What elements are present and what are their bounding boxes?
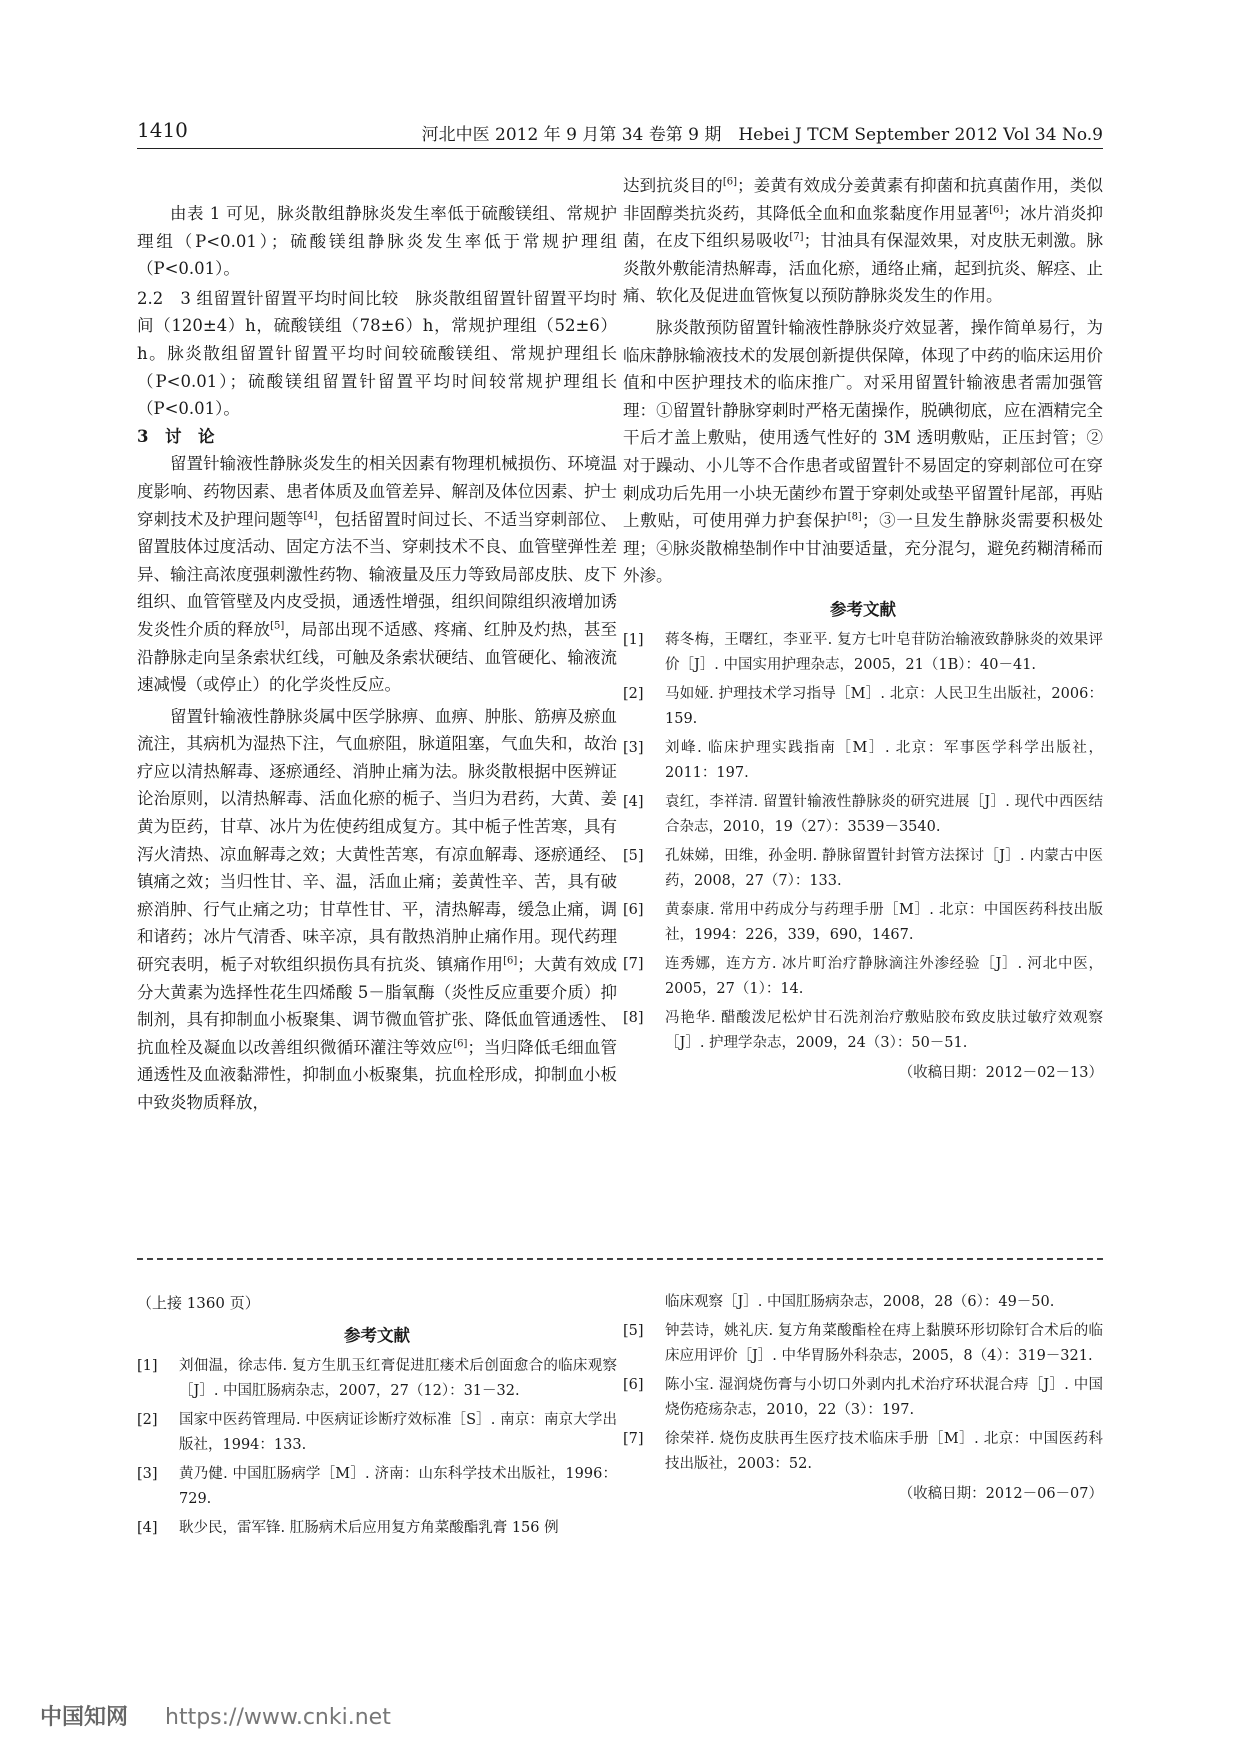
reference-text: 刘佃温，徐志伟. 复方生肌玉红膏促进肛瘘术后创面愈合的临床观察［J］. 中国肛肠病杂志，2007，27（12）：31－32.: [179, 1357, 617, 1399]
reference-item: [623, 736, 1103, 786]
bottom-left-column: [137, 1290, 617, 1545]
reference-text: 马如娅. 护理技术学习指导［M］. 北京：人民卫生出版社，2006：159.: [665, 685, 1103, 727]
reference-number: [6]: [623, 1377, 644, 1393]
reference-item: [623, 682, 1103, 732]
bottom-references-title: 参考文献: [344, 1326, 410, 1345]
left-column: [137, 200, 617, 1117]
section-heading-discussion: 3 讨 论: [137, 426, 215, 446]
reference-text: 黄泰康. 常用中药成分与药理手册［M］. 北京：中国医药科技出版社，1994：226，339，690，1467.: [665, 901, 1103, 943]
citation: [8]: [847, 511, 862, 523]
running-title: 河北中医 2012 年 9 月第 34 卷第 9 期 Hebei J TCM September 2012 Vol 34 No.9: [421, 125, 1103, 145]
reference-number: [4]: [137, 1519, 158, 1536]
bottom-reference-list-left: [137, 1354, 617, 1541]
citation: [6]: [453, 1038, 468, 1050]
reference-text: 冯艳华. 醋酸泼尼松炉甘石洗剂治疗敷贴胶布致皮肤过敏疗效观察［J］. 护理学杂志，2009，24（3）：50－51.: [665, 1009, 1103, 1051]
reference-text: 袁红，李祥清. 留置针输液性静脉炎的研究进展［J］. 现代中西医结合杂志，2010，19（27）：3539－3540.: [665, 793, 1103, 835]
article-divider: [137, 1258, 1103, 1260]
reference-item: [623, 1427, 1103, 1477]
cnki-footer: [40, 1700, 391, 1731]
reference-item: [623, 1006, 1103, 1056]
reference-text: 陈小宝. 湿润烧伤膏与小切口外剥内扎术治疗环状混合痔［J］. 中国烧伤疮疡杂志，2010，22（3）：197.: [665, 1377, 1103, 1418]
reference-number: [7]: [623, 955, 644, 972]
right-column: [623, 172, 1103, 1086]
reference-text: 蒋冬梅，王曙红，李亚平. 复方七叶皂苷防治输液致静脉炎的效果评价［J］. 中国实用护理杂志，2005，21（1B）：40－41.: [665, 631, 1103, 673]
results-paragraph-2: 2.2 3 组留置针留置平均时间比较 脉炎散组留置针留置平均时间（120±4）h，硫酸镁组（78±6）h，常规护理组（52±6）h。脉炎散组留置针留置平均时间较硫酸镁组、常规护理组长（P<0.01）；硫酸镁组留置针留置平均时间较常规护理组长（P<0.01）。: [137, 288, 617, 419]
references-title: 参考文献: [830, 599, 896, 619]
reference-text: 国家中医药管理局. 中医病证诊断疗效标准［S］. 南京：南京大学出版社，1994：133.: [179, 1411, 617, 1453]
citation: [7]: [789, 231, 804, 243]
reference-text: 徐荣祥. 烧伤皮肤再生医疗技术临床手册［M］. 北京：中国医药科技出版社，2003：52.: [665, 1431, 1103, 1472]
discussion-paragraph-1: 留置针输液性静脉炎发生的相关因素有物理机械损伤、环境温度影响、药物因素、患者体质及血管差异、解剖及体位因素、护士穿刺技术及护理问题等[4]，包括留置时间过长、不适当穿刺部位、留置肢体过度活动、固定方法不当、穿刺技术不良、血管壁弹性差异、输注高浓度强刺激性药物、输液量及压力等致局部皮肤、皮下组织、血管管壁及内皮受损，通透性增强，组织间隙组织液增加诱发炎性介质的释放[5]，局部出现不适感、疼痛、红肿及灼热，甚至沿静脉走向呈条索状红线，可触及条索状硬结、血管硬化、输液流速减慢（或停止）的化学炎性反应。: [137, 454, 618, 695]
reference-list: [623, 628, 1103, 1056]
reference-item: [623, 1319, 1103, 1369]
discussion-paragraph-2: 留置针输液性静脉炎属中医学脉痹、血痹、肿胀、筋痹及瘀血流注，其病机为湿热下注，气血瘀阻，脉道阻塞，气血失和，故治疗应以清热解毒、逐瘀通经、消肿止痛为法。脉炎散根据中医辨证论治原则，以清热解毒、活血化瘀的栀子、当归为君药，大黄、姜黄为臣药，甘草、冰片为佐使药组成复方。其中栀子性苦寒，具有泻火清热、凉血解毒之效；大黄性苦寒，有凉血解毒、逐瘀通经、镇痛之效；当归性甘、辛、温，活血止痛；姜黄性辛、苦，具有破瘀消肿、行气止痛之功；甘草性甘、平，清热解毒，缓急止痛，调和诸药；冰片气清香、味辛凉，具有散热消肿止痛作用。现代药理研究表明，栀子对软组织损伤具有抗炎、镇痛作用[6]；大黄有效成分大黄素为选择性花生四烯酸 5－脂氧酶（炎性反应重要介质）抑制剂，具有抑制血小板聚集、调节微血管扩张、降低血管通透性、抗血栓及凝血以改善组织微循环灌注等效应[6]；当归降低毛细血管通透性及血液黏滞性，抑制血小板聚集，抗血栓形成，抑制血小板中致炎物质释放，: [137, 706, 618, 1112]
cnki-url[interactable]: https://www.cnki.net: [165, 1705, 391, 1730]
reference-number: [5]: [623, 1323, 644, 1339]
reference-item: [623, 790, 1103, 840]
continued-from-note: （上接 1360 页）: [137, 1294, 260, 1312]
reference-text: 连秀娜，连方方. 冰片町治疗静脉滴注外渗经验［J］. 河北中医，2005，27（1）：14.: [665, 955, 1103, 997]
reference-item: [137, 1462, 617, 1512]
reference-item: [623, 952, 1103, 1002]
reference-number: [2]: [623, 685, 644, 702]
received-date: （收稿日期：2012－02－13）: [898, 1064, 1103, 1081]
reference-item: [137, 1354, 617, 1404]
citation: [5]: [270, 620, 285, 632]
reference-item: [137, 1408, 617, 1458]
reference-number: [8]: [623, 1009, 644, 1026]
discussion-paragraph-3: 达到抗炎目的[6]；姜黄有效成分姜黄素有抑菌和抗真菌作用，类似非固醇类抗炎药，其降低全血和血浆黏度作用显著[6]；冰片消炎抑菌，在皮下组织易吸收[7]；甘油具有保湿效果，对皮肤无刺激。脉炎散外敷能清热解毒，活血化瘀，通络止痛，起到抗炎、解痉、止痛、软化及促进血管恢复以预防静脉炎发生的作用。: [623, 176, 1104, 306]
citation: [6]: [722, 176, 738, 188]
bottom-right-column: [623, 1290, 1103, 1507]
header-rule: [137, 148, 1103, 149]
results-paragraph-1: 由表 1 可见，脉炎散组静脉炎发生率低于硫酸镁组、常规护理组（P<0.01）；硫酸镁组静脉炎发生率低于常规护理组（P<0.01）。: [137, 204, 617, 279]
reference-number: [3]: [137, 1465, 158, 1482]
reference-text: 刘峰. 临床护理实践指南［M］. 北京：军事医学科学出版社，2011：197.: [665, 739, 1103, 781]
reference-text: 黄乃健. 中国肛肠病学［M］. 济南：山东科学技术出版社，1996：729.: [179, 1465, 617, 1507]
discussion-paragraph-4: 脉炎散预防留置针输液性静脉炎疗效显著，操作简单易行，为临床静脉输液技术的发展创新提供保障，体现了中药的临床运用价值和中医护理技术的临床推广。对采用留置针输液患者需加强管理：①留置针静脉穿刺时严格无菌操作，脱碘彻底，应在酒精完全干后才盖上敷贴，使用透气性好的 3M 透明敷贴，正压封管；②对于躁动、小儿等不合作患者或留置针不易固定的穿刺部位可在穿刺成功后先用一小块无菌纱布置于穿刺处或垫平留置针尾部，再贴上敷贴，可使用弹力护套保护[8]；③一旦发生静脉炎需要积极处理；④脉炎散棉垫制作中甘油要适量，充分混匀，避免药糊清稀而外渗。: [623, 317, 1104, 586]
reference-text: 耿少民，雷军锋. 肛肠病术后应用复方角菜酸酯乳膏 156 例: [179, 1519, 559, 1536]
reference-number: [1]: [137, 1357, 158, 1374]
page-number: 1410: [137, 118, 188, 142]
reference-item: [137, 1516, 617, 1541]
citation: [6]: [503, 955, 518, 967]
reference-item: [623, 898, 1103, 948]
reference-number: [5]: [623, 847, 644, 864]
reference-text: 孔妹娣，田维，孙金明. 静脉留置针封管方法探讨［J］. 内蒙古中医药，2008，27（7）：133.: [665, 847, 1103, 889]
reference-number: [6]: [623, 901, 644, 918]
reference-number: [1]: [623, 631, 644, 648]
reference-number: [3]: [623, 739, 644, 756]
reference-item: [623, 844, 1103, 894]
bottom-received-date: （收稿日期：2012－06－07）: [898, 1486, 1103, 1502]
reference-number: [2]: [137, 1411, 158, 1428]
reference-item: [623, 628, 1103, 678]
reference-text: 钟芸诗，姚礼庆. 复方角菜酸酯栓在痔上黏膜环形切除钉合术后的临床应用评价［J］. 中华胃肠外科杂志，2005，8（4）：319－321.: [665, 1323, 1103, 1364]
bottom-reference-list-right: [623, 1319, 1103, 1477]
reference-number: [7]: [623, 1431, 644, 1447]
reference-number: [4]: [623, 793, 644, 810]
citation: [4]: [303, 510, 318, 522]
citation: [6]: [989, 204, 1004, 216]
reference-item: 临床观察［J］. 中国肛肠病杂志，2008，28（6）：49－50.: [665, 1294, 1055, 1310]
reference-item: [623, 1373, 1103, 1423]
cnki-logo: 中国知网: [40, 1705, 129, 1730]
